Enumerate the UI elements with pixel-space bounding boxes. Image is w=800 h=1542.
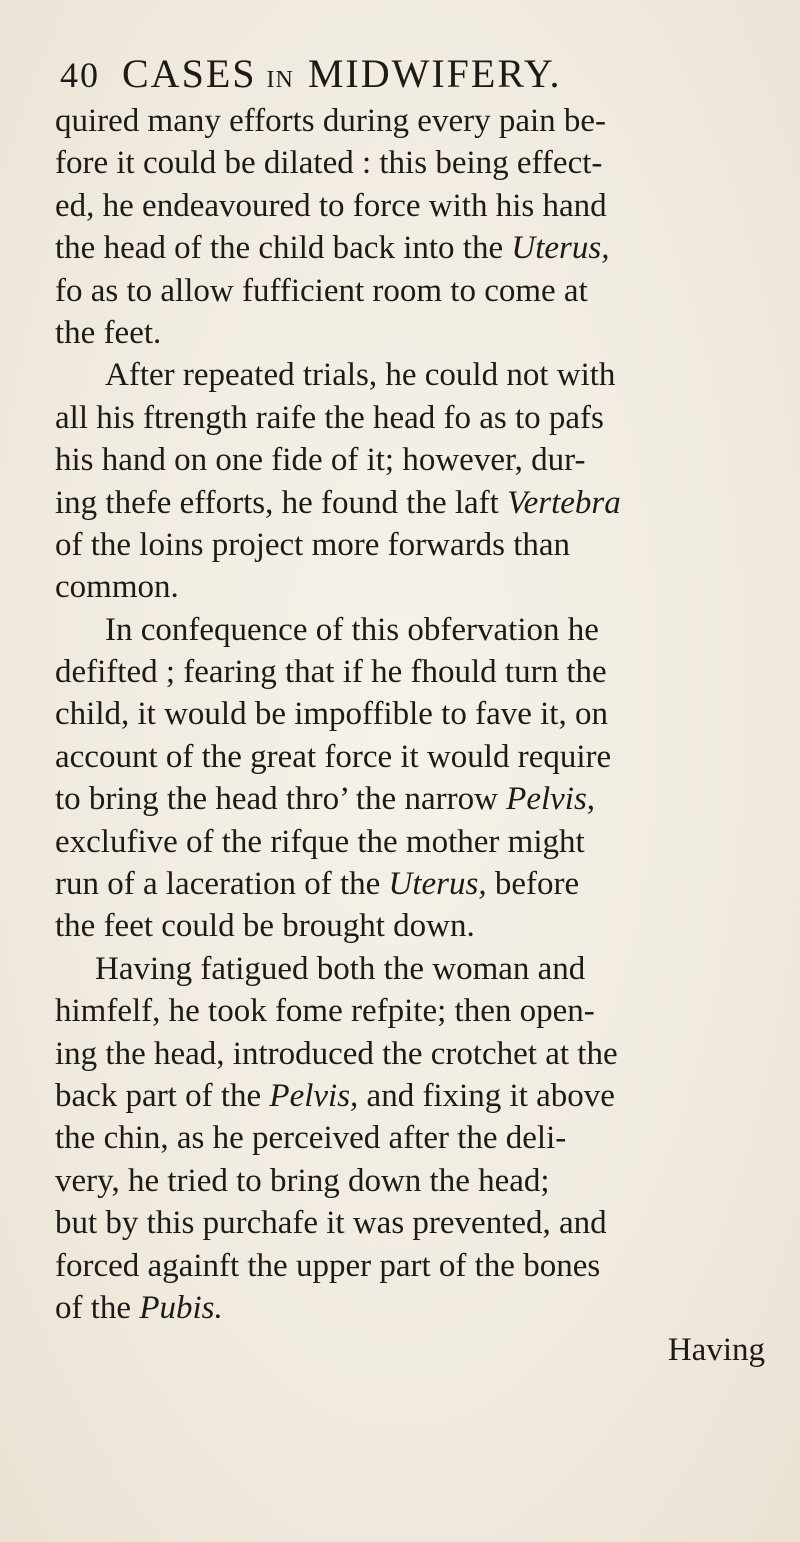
italic-term: Pelvis, bbox=[506, 781, 596, 818]
italic-term: Vertebra bbox=[507, 484, 621, 521]
running-head bbox=[60, 44, 760, 104]
italic-term: Pubis. bbox=[139, 1289, 223, 1326]
text-line: to bring the head thro’ the narrow Pelvis, bbox=[55, 781, 596, 818]
text-line: ing the head, introduced the crotchet at the bbox=[55, 1035, 618, 1072]
paragraph-start-line: After repeated trials, he could not with bbox=[105, 357, 616, 394]
italic-term: Pelvis, bbox=[269, 1077, 359, 1114]
text-line: child, it would be impoffible to fave it, on bbox=[55, 696, 608, 733]
text-line: quired many efforts during every pain be- bbox=[55, 103, 607, 139]
text-line: very, he tried to bring down the head; bbox=[55, 1162, 550, 1199]
text-line: himfelf, he took fome refpite; then open- bbox=[55, 993, 595, 1030]
text-line: account of the great force it would require bbox=[55, 738, 612, 775]
running-title-cases: CASES bbox=[122, 51, 257, 96]
italic-term: Uterus, bbox=[388, 866, 487, 903]
text-line: fo as to allow fufficient room to come at bbox=[55, 272, 588, 309]
text-line: run of a laceration of the Uterus, before bbox=[55, 866, 580, 903]
text-line: the head of the child back into the Uterus, bbox=[55, 230, 610, 267]
text-line: ing thefe efforts, he found the laft Vertebra bbox=[55, 484, 621, 521]
text-line: all his ftrength raife the head fo as to pafs bbox=[55, 399, 604, 436]
text-line: the feet could be brought down. bbox=[55, 908, 475, 945]
running-title-in: IN bbox=[266, 67, 294, 93]
text-line: forced againft the upper part of the bones bbox=[55, 1247, 601, 1284]
text-line: the chin, as he perceived after the deli- bbox=[55, 1120, 567, 1157]
text-line: defifted ; fearing that if he fhould turn the bbox=[55, 654, 607, 691]
catchword: Having bbox=[667, 1332, 765, 1369]
italic-term: Uterus, bbox=[511, 230, 610, 267]
text-line: but by this purchafe it was prevented, and bbox=[55, 1205, 607, 1242]
text-line: ed, he endeavoured to force with his hand bbox=[55, 187, 607, 224]
text-line: common. bbox=[55, 569, 179, 606]
text-line: of the loins project more forwards than bbox=[55, 526, 571, 563]
paragraph-start-line: Having fatigued both the woman and bbox=[95, 950, 586, 987]
text-line: of the Pubis. bbox=[55, 1289, 223, 1326]
body-text bbox=[55, 100, 775, 1372]
paragraph-start-line: In confequence of this obfervation he bbox=[105, 611, 599, 648]
page-number: 40 bbox=[60, 55, 100, 95]
text-line: fore it could be dilated : this being effect- bbox=[55, 145, 603, 182]
text-line: exclufive of the rifque the mother might bbox=[55, 823, 585, 860]
text-line: the feet. bbox=[55, 314, 162, 351]
running-title-midwifery: MIDWIFERY. bbox=[307, 51, 562, 96]
text-line: back part of the Pelvis, and fixing it above bbox=[55, 1077, 615, 1114]
text-line: his hand on one fide of it; however, dur- bbox=[55, 442, 586, 479]
